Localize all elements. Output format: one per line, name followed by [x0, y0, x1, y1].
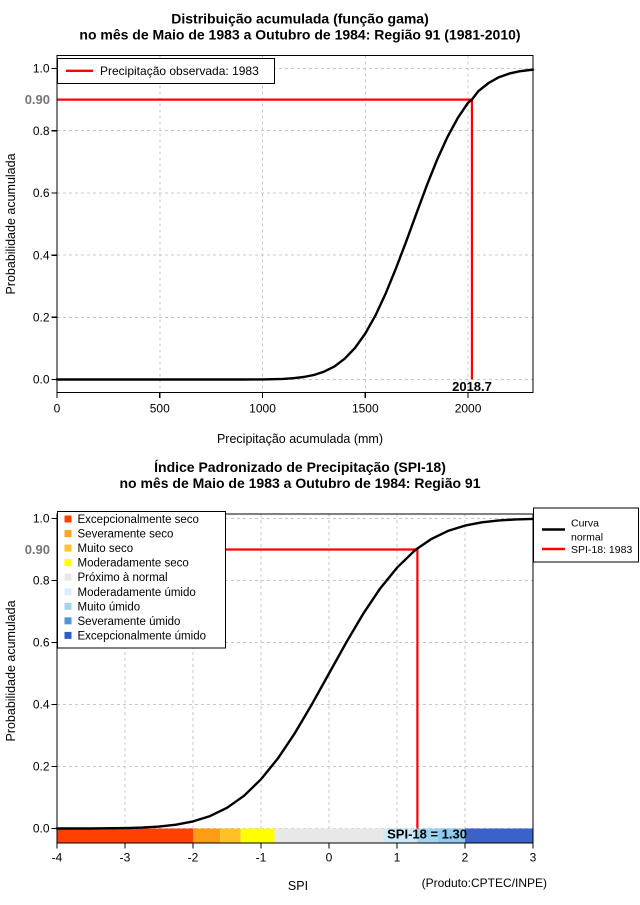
chart1-marker-value-label: 2018.7 — [452, 379, 492, 394]
chart1-title-line1: Distribuição acumulada (função gama) — [171, 10, 429, 27]
y-tick-label: 0.0 — [32, 821, 50, 836]
chart2-prob-090-label: 0.90 — [24, 541, 50, 557]
x-tick-label: -1 — [255, 850, 267, 865]
category-label: Moderadamente úmido — [77, 586, 196, 599]
category-swatch — [65, 574, 72, 581]
chart1-y-axis-title: Probabilidade acumulada — [4, 153, 18, 295]
spi-bar-segment — [193, 829, 220, 844]
chart1-gridlines — [57, 56, 533, 393]
category-swatch — [65, 603, 72, 610]
x-tick-label: 1 — [393, 850, 401, 865]
reference-line — [57, 100, 472, 380]
cdf-curve — [57, 70, 533, 380]
y-tick-label: 0.6 — [32, 186, 50, 201]
x-tick-label: 2000 — [454, 401, 482, 416]
category-label: Severamente seco — [77, 528, 174, 541]
x-tick-label: 0 — [325, 850, 333, 865]
chart2-y-axis-title: Probabilidade acumulada — [4, 600, 18, 742]
category-swatch — [65, 530, 72, 537]
y-tick-label: 0.4 — [32, 697, 50, 712]
chart2-x-axis-title: SPI — [287, 879, 309, 893]
spi-bar-segment — [220, 829, 240, 844]
y-tick-label: 0.6 — [32, 635, 50, 650]
category-label: Muito seco — [77, 543, 134, 556]
y-tick-label: 0.0 — [32, 372, 50, 387]
x-tick-label: -3 — [119, 850, 131, 865]
x-tick-label: 0 — [53, 401, 61, 416]
chart1-legend-label: Precipitação observada: 1983 — [100, 64, 259, 78]
chart1-legend — [58, 59, 275, 84]
x-tick-label: -4 — [51, 850, 63, 865]
chart1-curve-layer — [57, 70, 533, 380]
chart1-plot-box — [57, 56, 533, 393]
category-swatch — [65, 617, 72, 624]
category-swatch — [65, 545, 72, 552]
x-tick-label: 2 — [461, 850, 469, 865]
y-tick-label: 0.2 — [32, 759, 50, 774]
spi-bar-segment — [465, 829, 533, 844]
chart2-title-line1: Índice Padronizado de Precipitação (SPI-18) — [154, 459, 446, 475]
y-tick-label: 0.4 — [32, 248, 50, 263]
y-tick-label: 0.8 — [32, 573, 50, 588]
category-label: Muito úmido — [77, 601, 141, 614]
spi-categories-legend — [58, 512, 226, 649]
gamma-cdf-chart — [4, 11, 533, 447]
category-swatch — [65, 516, 72, 523]
y-tick-label: 0.2 — [32, 310, 50, 325]
x-tick-label: -2 — [187, 850, 199, 865]
chart1-axes — [33, 62, 482, 416]
x-tick-label: 500 — [149, 401, 170, 416]
chart1-title-line2: no mês de Maio de 1983 a Outubro de 1984: Região 91 (1981-2010) — [79, 26, 521, 43]
y-tick-label: 1.0 — [32, 61, 50, 76]
spi-curves-legend — [534, 508, 639, 562]
category-label: Próximo à normal — [77, 572, 168, 585]
category-swatch — [65, 588, 72, 595]
category-swatch — [65, 632, 72, 639]
curves-legend-label-spi: SPI-18: 1983 — [571, 544, 633, 556]
product-credit-label: (Produto:CPTEC/INPE) — [421, 876, 547, 890]
x-tick-label: 1500 — [351, 401, 379, 416]
spi-chart — [4, 459, 639, 893]
category-swatch — [65, 559, 72, 566]
y-tick-label: 1.0 — [32, 511, 50, 526]
curves-legend-label-curva: Curva — [571, 517, 600, 530]
category-label: Severamente úmido — [77, 615, 181, 628]
category-label: Moderadamente seco — [77, 557, 189, 570]
spi-value-label: SPI-18 = 1.30 — [387, 826, 467, 842]
x-tick-label: 3 — [529, 850, 537, 865]
curves-legend-label-normal: normal — [571, 531, 604, 544]
chart1-reference-lines — [57, 100, 472, 380]
y-tick-label: 0.8 — [32, 123, 50, 138]
chart1-x-axis-title: Precipitação acumulada (mm) — [216, 432, 384, 446]
spi-bar-segment — [275, 829, 384, 844]
spi-bar-segment — [57, 829, 193, 844]
chart2-title-line2: no mês de Maio de 1983 a Outubro de 1984: Região 91 — [119, 475, 481, 491]
chart1-prob-090-label: 0.90 — [24, 91, 50, 107]
x-tick-label: 1000 — [249, 401, 276, 416]
category-label: Excepcionalmente seco — [77, 514, 199, 526]
category-label: Excepcionalmente úmido — [77, 630, 206, 643]
spi-bar-segment — [241, 829, 275, 844]
